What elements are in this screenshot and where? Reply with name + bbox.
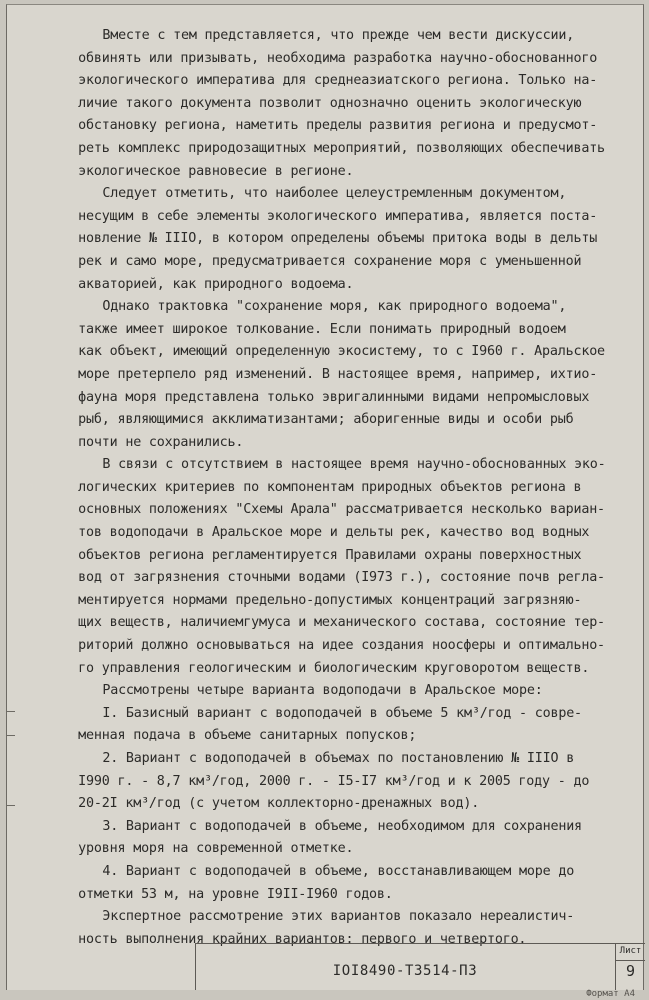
margin-tick	[7, 711, 15, 712]
text-line: щих веществ, наличиемгумуса и механического состава, состояние тер-	[78, 615, 605, 631]
text-line: 4. Вариант с водоподачей в объеме, восстанавливающем море до	[102, 863, 575, 879]
page-bottom-edge	[6, 990, 644, 1000]
text-line: Экспертное рассмотрение этих вариантов показало нереалистич-	[102, 909, 575, 925]
text-line: несущим в себе элементы экологического императива, является поста-	[78, 208, 598, 224]
document-page	[6, 4, 644, 990]
text-line: го управления геологическим и биологическим круговоротом веществ.	[78, 660, 590, 676]
sheet-cell	[615, 944, 645, 992]
text-line: рыб, являющимися акклиматизантами; аборигенные виды и особи рыб	[78, 412, 574, 428]
text-line: уровня моря на современной отметке.	[78, 841, 354, 857]
list-item	[54, 816, 629, 861]
paragraph	[54, 25, 629, 183]
title-block	[195, 943, 645, 991]
text-line: риторий должно основываться на идее создания ноосферы и оптимально-	[78, 638, 605, 654]
paragraph	[54, 680, 629, 703]
margin-tick	[7, 805, 15, 806]
text-line: I. Базисный вариант с водоподачей в объеме 5 км³/год - совре-	[102, 705, 582, 721]
paragraph	[54, 296, 629, 454]
text-line: личие такого документа позволит однозначно оценить экологическую	[78, 95, 582, 111]
paragraph	[54, 183, 629, 296]
text-line: Однако трактовка "сохранение моря, как природного водоема",	[102, 299, 567, 315]
text-line: ность выполнения крайних вариантов: первого и четвертого.	[78, 931, 527, 947]
text-line: акваторией, как природного водоема.	[78, 276, 354, 292]
text-line: В связи с отсутствием в настоящее время научно-обоснованных эко-	[102, 457, 606, 473]
document-code: IOI8490-Т3514-ПЗ	[332, 963, 478, 979]
list-item	[54, 748, 629, 816]
text-line: также имеет широкое толкование. Если понимать природный водоем	[78, 321, 566, 337]
text-line: экологического императива для среднеазиатского региона. Только на-	[78, 73, 598, 89]
text-line: объектов региона регламентируется Правилами охраны поверхностных	[78, 547, 582, 563]
text-line: почти не сохранились.	[78, 434, 244, 450]
list-item	[54, 861, 629, 906]
text-line: I990 г. - 8,7 км³/год, 2000 г. - I5-I7 км³/год и к 2005 году - до	[78, 773, 590, 789]
text-line: логических критериев по компонентам природных объектов региона в	[78, 479, 582, 495]
text-line: реть комплекс природозащитных мероприятий, позволяющих обеспечивать	[78, 140, 605, 156]
text-line: экологическое равновесие в регионе.	[78, 163, 354, 179]
sheet-label: Лист	[616, 944, 645, 961]
format-label: Формат А4	[586, 989, 635, 999]
text-line: рек и само море, предусматривается сохранение моря с уменьшенной	[78, 253, 582, 269]
text-line: Следует отметить, что наиболее целеустремленным документом,	[102, 186, 567, 202]
text-line: ментируется нормами предельно-допустимых концентраций загрязняю-	[78, 592, 582, 608]
text-line: 20-2I км³/год (с учетом коллекторно-дренажных вод).	[78, 796, 480, 812]
text-line: обвинять или призывать, необходима разработка научно-обоснованного	[78, 50, 598, 66]
text-line: менная подача в объеме санитарных попусков;	[78, 728, 417, 744]
body-text	[54, 25, 629, 951]
text-line: 3. Вариант с водоподачей в объеме, необходимом для сохранения	[102, 818, 582, 834]
text-line: фауна моря представлена только эвригалинными видами непромысловых	[78, 389, 590, 405]
text-line: Рассмотрены четыре варианта водоподачи в Аральское море:	[102, 683, 543, 699]
text-line: основных положениях "Схемы Арала" рассматривается несколько вариан-	[78, 502, 605, 518]
text-line: отметки 53 м, на уровне I9II-I960 годов.	[78, 886, 393, 902]
text-line: новление № IIIO, в котором определены объемы притока воды в дельты	[78, 231, 598, 247]
text-line: тов водоподачи в Аральское море и дельты рек, качество вод водных	[78, 525, 590, 541]
text-line: Вместе с тем представляется, что прежде чем вести дискуссии,	[102, 28, 575, 43]
text-line: море претерпело ряд изменений. В настоящее время, например, ихтио-	[78, 366, 598, 382]
paragraph	[54, 454, 629, 680]
text-line: 2. Вариант с водоподачей в объемах по постановлению № IIIO в	[102, 751, 575, 766]
text-line: как объект, имеющий определенную экосистему, то с I960 г. Аральское	[78, 344, 605, 360]
sheet-number: 9	[625, 962, 636, 980]
margin-tick	[7, 735, 15, 736]
text-line: вод от загрязнения сточными водами (I973 г.), состояние почв регла-	[78, 570, 605, 586]
list-item	[54, 703, 629, 748]
text-line: обстановку региона, наметить пределы развития региона и предусмот-	[78, 118, 598, 134]
